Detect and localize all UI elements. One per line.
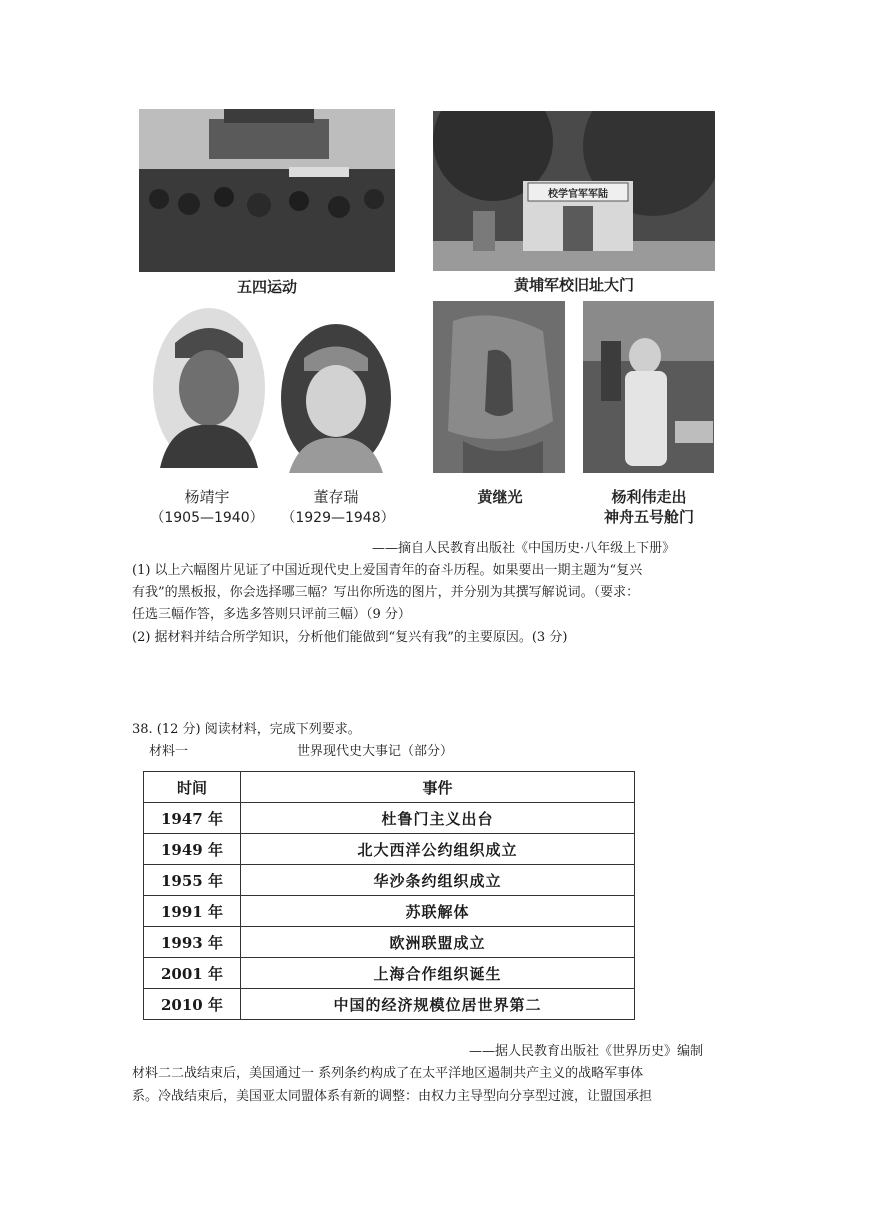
question-1-line-2: 有我”的黑板报，你会选择哪三幅？写出你所选的图片，并分别为其撰写解说词。（要求： [132,585,640,600]
caption-may-fourth: 五四运动 [236,278,297,296]
material-2-line-2: 系。冷战结束后，美国亚太同盟体系有新的调整：由权力主导型向分享型过渡，让盟国承担 [132,1089,653,1104]
question-2: (2) 据材料并结合所学知识，分析他们能做到“复兴有我”的主要原因。(3 分) [132,630,568,645]
caption-yang-liwei-line2: 神舟五号舱门 [603,508,694,526]
table-header-event: 事件 [241,772,635,803]
caption-huang-jiguang: 黄继光 [477,488,523,506]
table-cell-year: 1947 年 [144,803,241,834]
question-1-line-3: 任选三幅作答，多选多答则只评前三幅）（9 分） [132,607,411,622]
photo-yang-liwei [583,301,714,473]
material-1-title: 世界现代史大事记（部分） [297,744,454,759]
question-38-heading: 38. (12 分) 阅读材料，完成下列要求。 [132,722,361,737]
table-cell-year: 1955 年 [144,865,241,896]
table-cell-event: 杜鲁门主义出台 [241,803,635,834]
table-cell-year: 1991 年 [144,896,241,927]
table-cell-event: 北大西洋公约组织成立 [241,834,635,865]
table-row [144,803,635,834]
question-1-line-1: (1) 以上六幅图片见证了中国近现代史上爱国青年的奋斗历程。如果要出一期主题为“复兴 [132,563,643,578]
caption-whampoa-gate: 黄埔军校旧址大门 [513,276,634,294]
table-row [144,927,635,958]
table-cell-year: 1993 年 [144,927,241,958]
years-yang-jingyu: （1905—1940） [150,510,264,526]
table-cell-year: 2001 年 [144,958,241,989]
caption-dong-cunrui: 董存瑞 [313,488,359,506]
photo-yang-jingyu [150,303,268,473]
material-1-label: 材料一 [149,744,189,759]
table-cell-event: 上海合作组织诞生 [241,958,635,989]
source-citation-1: ——摘自人民教育出版社《中国历史·八年级上下册》 [372,541,676,556]
table-header-row [144,772,635,803]
photo-dong-cunrui [279,323,393,473]
whampoa-sign-text: 校学官军军陆 [548,189,608,200]
table-cell-year: 2010 年 [144,989,241,1020]
table-row [144,989,635,1020]
table-cell-event: 欧洲联盟成立 [241,927,635,958]
table-cell-event: 苏联解体 [241,896,635,927]
table-cell-event: 中国的经济规模位居世界第二 [241,989,635,1020]
table-row [144,865,635,896]
material-2-line-1: 材料二二战结束后，美国通过一 系列条约构成了在太平洋地区遏制共产主义的战略军事体 [132,1066,644,1081]
table-row [144,896,635,927]
caption-yang-liwei-line1: 杨利伟走出 [611,488,687,506]
table-cell-event: 华沙条约组织成立 [241,865,635,896]
table-header-time: 时间 [144,772,241,803]
source-citation-2: ——据人民教育出版社《世界历史》编制 [469,1044,704,1059]
photo-may-fourth [139,109,395,272]
events-table [143,771,635,1020]
table-row [144,834,635,865]
photo-huang-jiguang [433,301,565,473]
caption-yang-jingyu: 杨靖宇 [184,488,230,506]
photo-whampoa-gate [433,111,715,271]
years-dong-cunrui: （1929—1948） [281,510,395,526]
table-row [144,958,635,989]
table-cell-year: 1949 年 [144,834,241,865]
